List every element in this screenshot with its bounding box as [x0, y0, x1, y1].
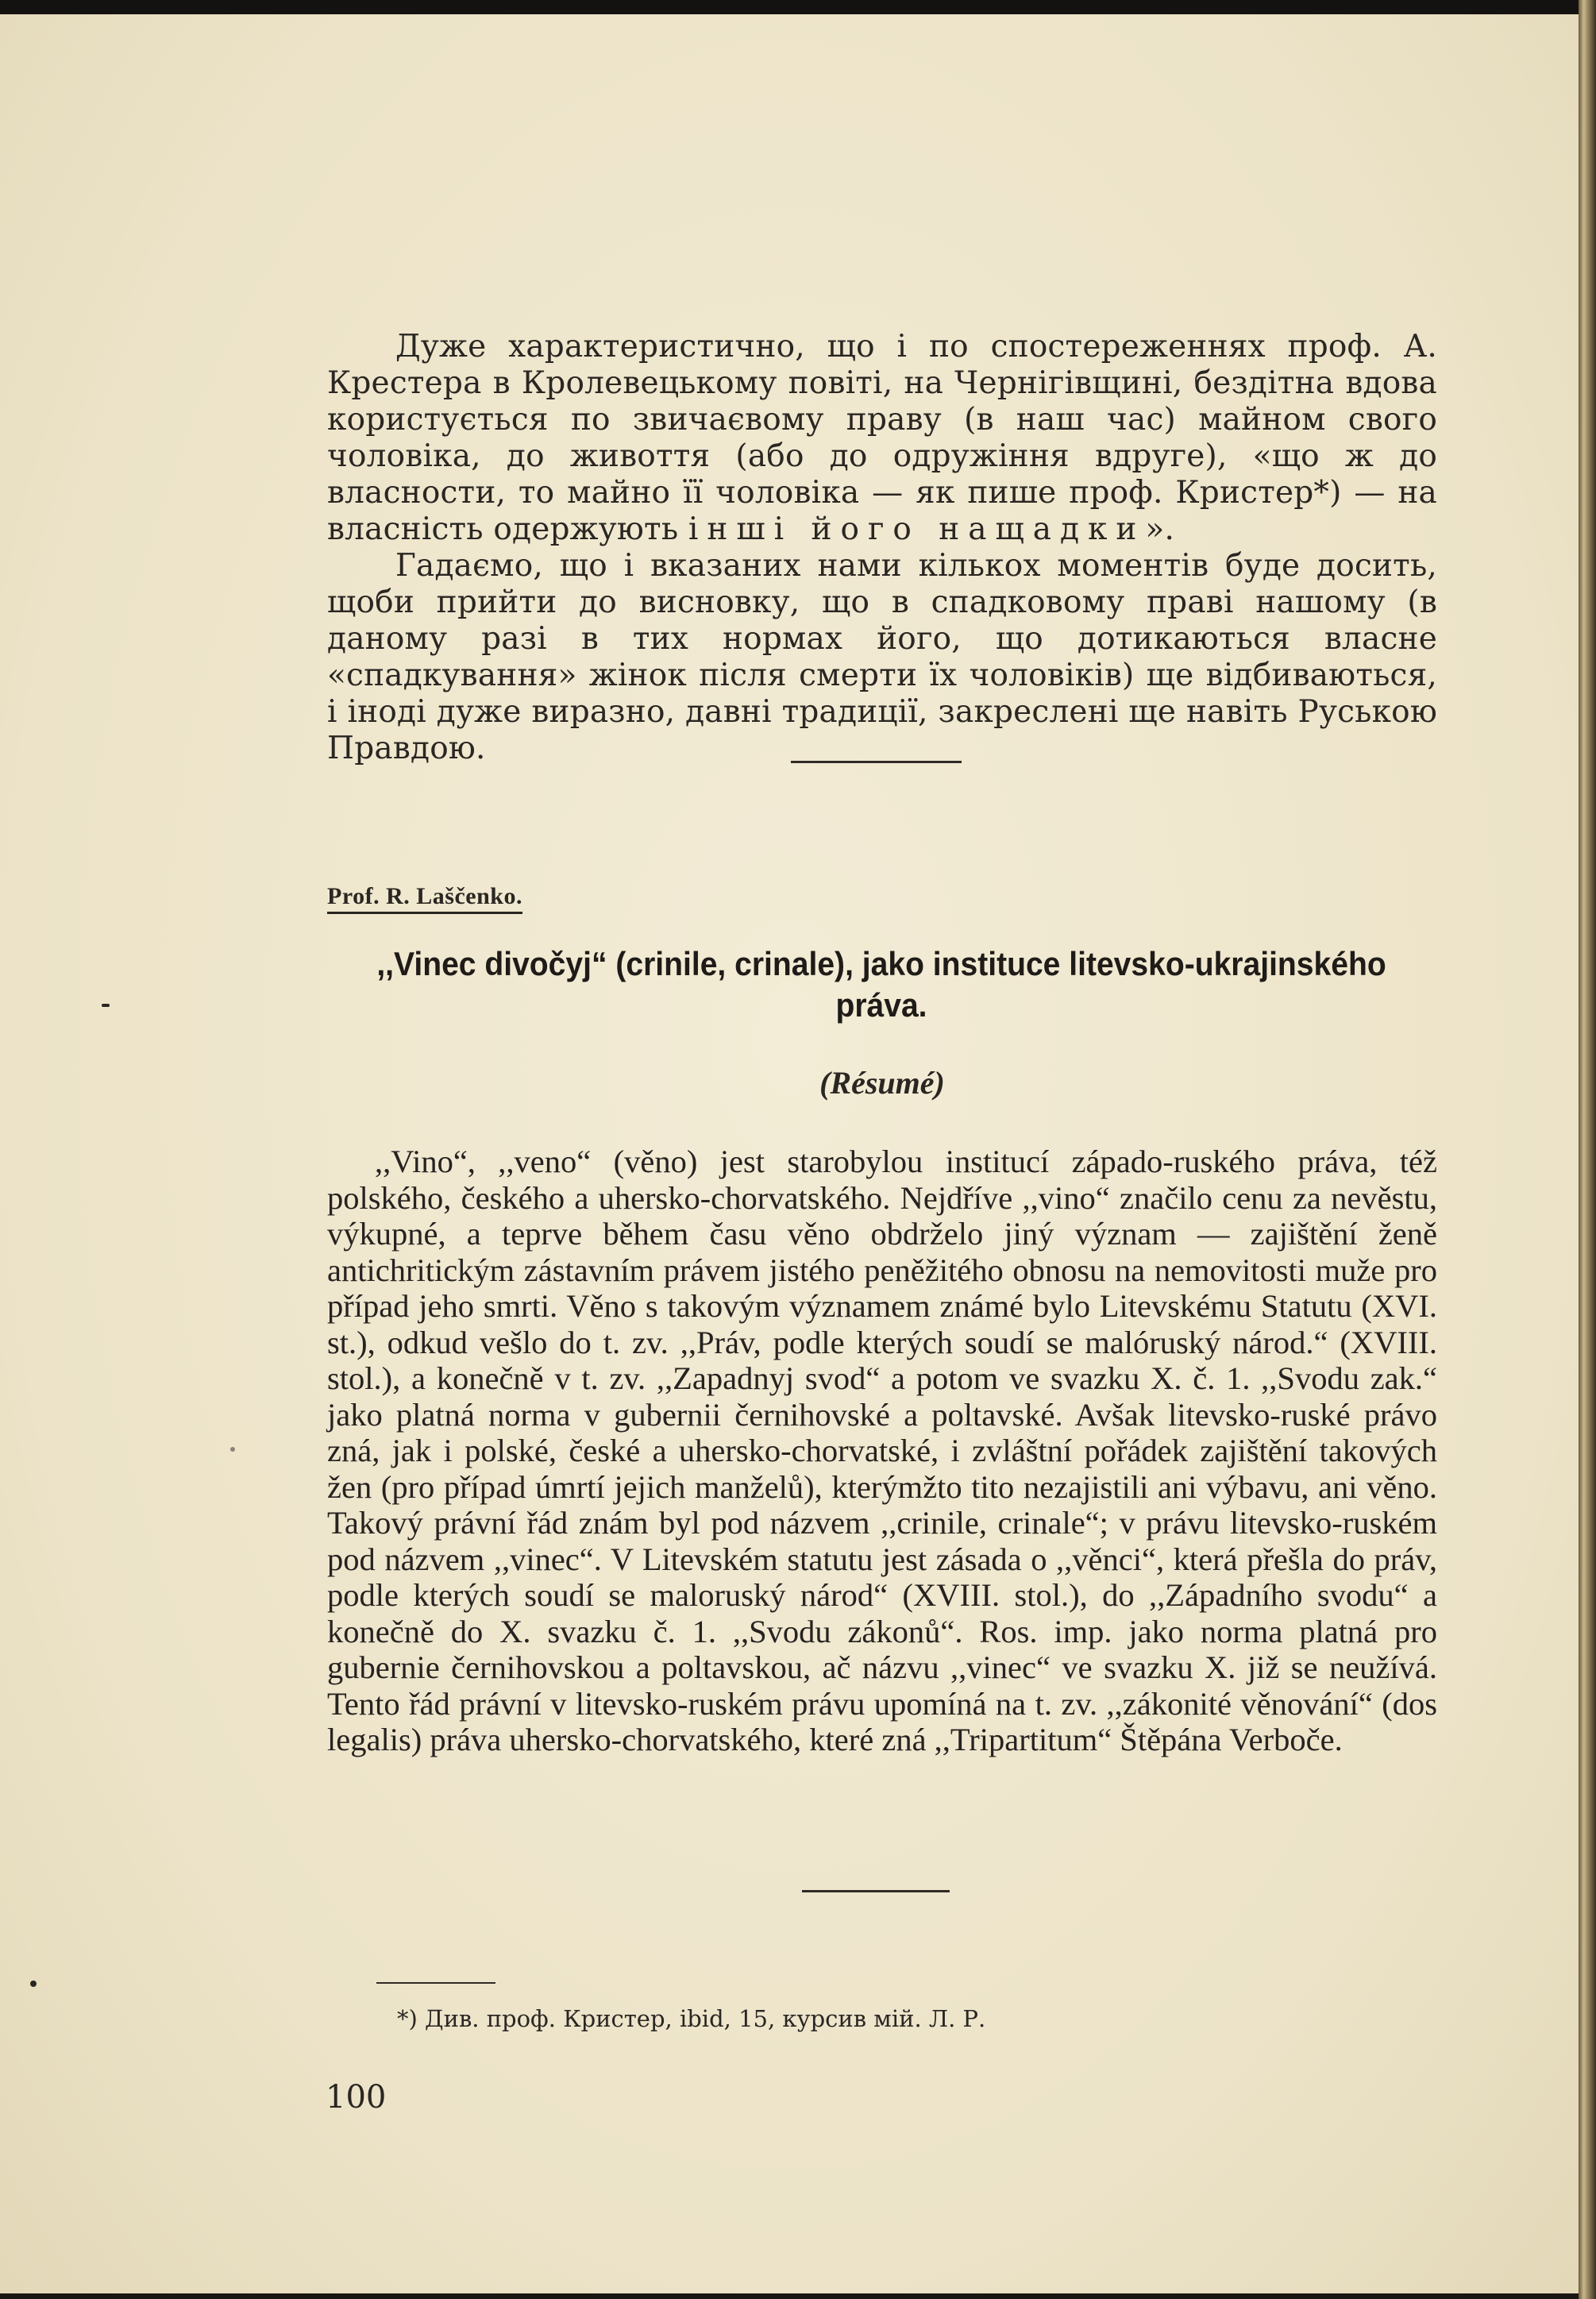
- footnote: *) Див. проф. Кристер, ibid, 15, курсив мій. Л. Р.: [397, 2005, 986, 2032]
- scan-speck: [230, 1447, 235, 1452]
- page-edge: [1579, 0, 1596, 2299]
- end-divider: [802, 1890, 950, 1892]
- article-author: Prof. R. Laščenko.: [327, 883, 522, 914]
- scan-speck: [30, 1981, 37, 1987]
- paragraph-1-text: Дуже характеристично, що і по спостереженнях проф. А. Крестера в Кролевецькому повіті, на Чернігівщині, бездітна вдова користується по звичаєвому праву (в наш час) майном свого чоловіка, до живоття (або до одружіння вдруге), «що ж до власности, то майно її чоловіка — як пише проф. Кристер*) — на власність одержують: [327, 329, 1437, 547]
- article-subtitle: (Résumé): [819, 1065, 945, 1101]
- paragraph-1: [327, 329, 1437, 548]
- paragraph-1-end: ».: [1145, 511, 1175, 547]
- spaced-emphasis: інші його нащадки: [688, 511, 1146, 547]
- scan-top-border: [0, 0, 1596, 14]
- ukrainian-text-block: [327, 329, 1437, 767]
- page-number: 100: [326, 2079, 387, 2116]
- article-title: ,,Vinec divočyj“ (crinile, crinale), jako instituce litevsko-ukrajinského práva.: [376, 945, 1386, 1024]
- section-divider: [791, 761, 962, 763]
- scan-speck: [102, 1004, 110, 1007]
- paragraph-2: Гадаємо, що і вказаних нами кількох моментів буде досить, щоби прийти до висновку, що в спадковому праві нашому (в даному разі в тих нормах його, що дотикаються власне «спадкування» жінок після смерти їх чоловіків) ще відбиваються, і іноді дуже виразно, давні традиції, закреслені ще навіть Руською Правдою.: [327, 548, 1437, 766]
- article-body: ,,Vino“, ,,veno“ (věno) jest starobylou institucí západo-ruského práva, též polského, českého a uhersko-chorvatského. Nejdříve ,,vino“ značilo cenu za nevěstu, výkupné, a teprve během času věno obdrželo jiný význam — zajištění ženě antichritickým zástavním právem jistého peněžitého obnosu na nemovitosti muže pro případ jeho smrti. Věno s takovým významem známé bylo Litevskému Statutu (XVI. st.), odkud vešlo do t. zv. ,,Práv, podle kterých soudí se malóruský národ.“ (XVIII. stol.), a konečně v t. zv. ,,Zapadnyj svod“ a potom ve svazku X. č. 1. ,,Svodu zak.“ jako platná norma v gubernii černihovské a poltavské. Avšak litevsko-ruské právo zná, jak i polské, české a uhersko-chorvatské, i zvláštní pořádek zajištění takových žen (pro případ úmrtí jejich manželů), kterýmžto tito nezajistili ani výbavu, ani věno. Takový právní řád znám byl pod názvem ,,crinile, crinale“; v právu litevsko-ruském pod názvem ,,vinec“. V Litevském statutu jest zásada o ,,věnci“, která přešla do práv, podle kterých soudí se maloruský národ“ (XVIII. stol.), do ,,Západního svodu“ a konečně do X. svazku č. 1. ,,Svodu zákonů“. Ros. imp. jako norma platná pro gubernie černihovskou a poltavskou, ač názvu ,,vinec“ ve svazku X. již se neužívá. Tento řád právní v litevsko-ruském právu upomíná na t. zv. ,,zákonité věnování“ (dos legalis) práva uhersko-chorvatského, které zná ,,Tripartitum“ Štěpána Verboče.: [327, 1144, 1437, 1757]
- book-page: [0, 14, 1579, 2293]
- footnote-rule: [376, 1982, 495, 1984]
